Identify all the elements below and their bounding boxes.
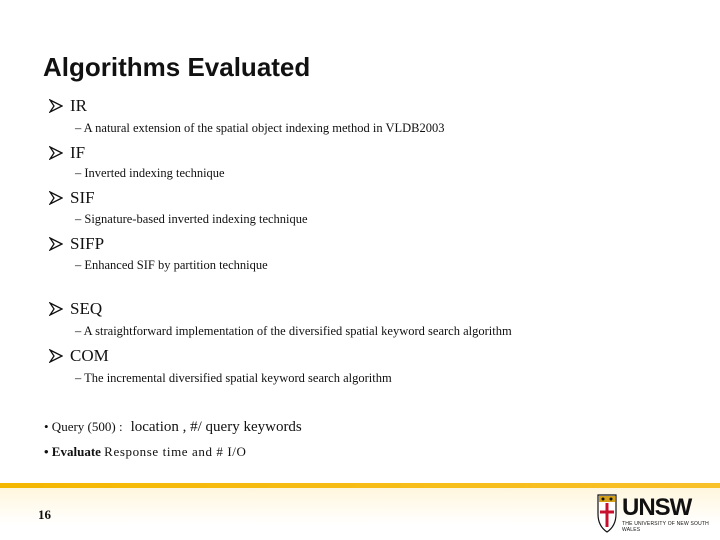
query-prefix: • Query (500) :	[44, 419, 123, 434]
arrow-bullet-icon	[49, 237, 63, 251]
item-description: – Signature-based inverted indexing technique	[75, 212, 308, 226]
item-description: – Enhanced SIF by partition technique	[75, 258, 268, 272]
item-description: – The incremental diversified spatial keyword search algorithm	[75, 371, 392, 385]
item-description: – Inverted indexing technique	[75, 166, 225, 180]
arrow-bullet-icon	[49, 191, 63, 205]
arrow-bullet-icon	[49, 99, 63, 113]
item-label: SIFP	[70, 234, 105, 253]
list-item-com	[49, 346, 109, 366]
arrow-bullet-icon	[49, 146, 63, 160]
evaluate-bullet	[44, 444, 247, 460]
list-item-if	[49, 143, 85, 163]
list-item-seq	[49, 299, 102, 319]
list-item-sifp	[49, 234, 104, 254]
slide-title: Algorithms Evaluated	[43, 52, 311, 82]
item-label: IF	[70, 143, 86, 162]
crest-icon	[598, 495, 616, 532]
item-label: IR	[70, 96, 87, 115]
arrow-bullet-icon	[49, 349, 63, 363]
item-description: – A straightforward implementation of the diversified spatial keyword search algorithm	[75, 324, 512, 338]
item-label: COM	[70, 346, 109, 365]
page-number: 16	[38, 507, 51, 522]
item-description: – A natural extension of the spatial object indexing method in VLDB2003	[75, 121, 445, 135]
list-item-sif	[49, 188, 95, 208]
query-bullet	[44, 418, 302, 436]
logo-subtext: THE UNIVERSITY OF NEW SOUTH WALES	[622, 521, 709, 533]
footer-accent-bar	[0, 483, 720, 488]
item-label: SEQ	[70, 299, 103, 318]
evaluate-text: Response time and # I/O	[104, 444, 247, 459]
logo-text: UNSW	[622, 494, 692, 521]
arrow-bullet-icon	[49, 302, 63, 316]
evaluate-prefix: • Evaluate	[44, 444, 101, 459]
list-item-ir	[49, 96, 87, 116]
item-label: SIF	[70, 188, 95, 207]
query-text: location , #/ query keywords	[130, 419, 302, 435]
